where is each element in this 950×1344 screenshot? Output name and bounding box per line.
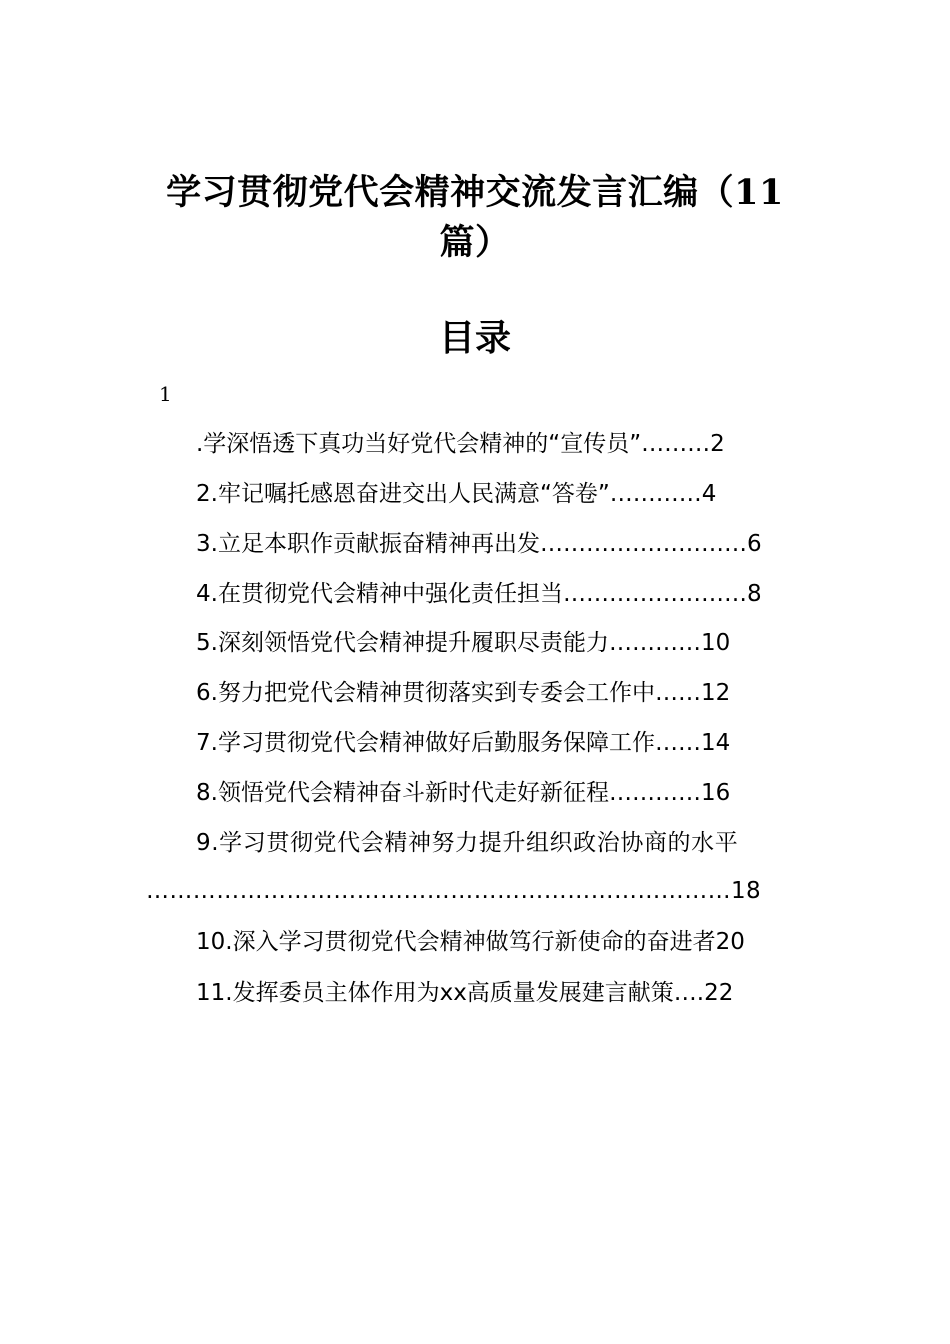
- toc-item-2[interactable]: 2.牢记嘱托感恩奋进交出人民满意“答卷”…………4: [196, 481, 717, 507]
- toc-item-8[interactable]: 8.领悟党代会精神奋斗新时代走好新征程…………16: [196, 780, 731, 806]
- toc-item-1[interactable]: .学深悟透下真功当好党代会精神的“宣传员”………2: [196, 431, 725, 457]
- document-title-line2: 篇）: [439, 222, 511, 263]
- toc-item-9-line2[interactable]: …………………………………………………………………18: [146, 878, 762, 904]
- toc-item-4[interactable]: 4.在贯彻党代会精神中强化责任担当……………………8: [196, 581, 762, 607]
- stray-page-number: 1: [159, 382, 172, 406]
- document-title: [150, 168, 800, 268]
- toc-item-10[interactable]: 10.深入学习贯彻党代会精神做笃行新使命的奋进者20: [196, 929, 745, 955]
- toc-item-3[interactable]: 3.立足本职作贡献振奋精神再出发………………………6: [196, 531, 762, 557]
- toc-item-11[interactable]: 11.发挥委员主体作用为xx高质量发展建言献策….22: [196, 980, 734, 1006]
- document-title-line1: 学习贯彻党代会精神交流发言汇编（11: [166, 172, 784, 213]
- toc-item-7[interactable]: 7.学习贯彻党代会精神做好后勤服务保障工作……14: [196, 730, 731, 756]
- toc-heading: 目录: [438, 317, 511, 359]
- toc-item-9-line1[interactable]: 9.学习贯彻党代会精神努力提升组织政治协商的水平: [196, 830, 739, 856]
- toc-item-5[interactable]: 5.深刻领悟党代会精神提升履职尽责能力…………10: [196, 630, 731, 656]
- toc-item-6[interactable]: 6.努力把党代会精神贯彻落实到专委会工作中……12: [196, 680, 731, 706]
